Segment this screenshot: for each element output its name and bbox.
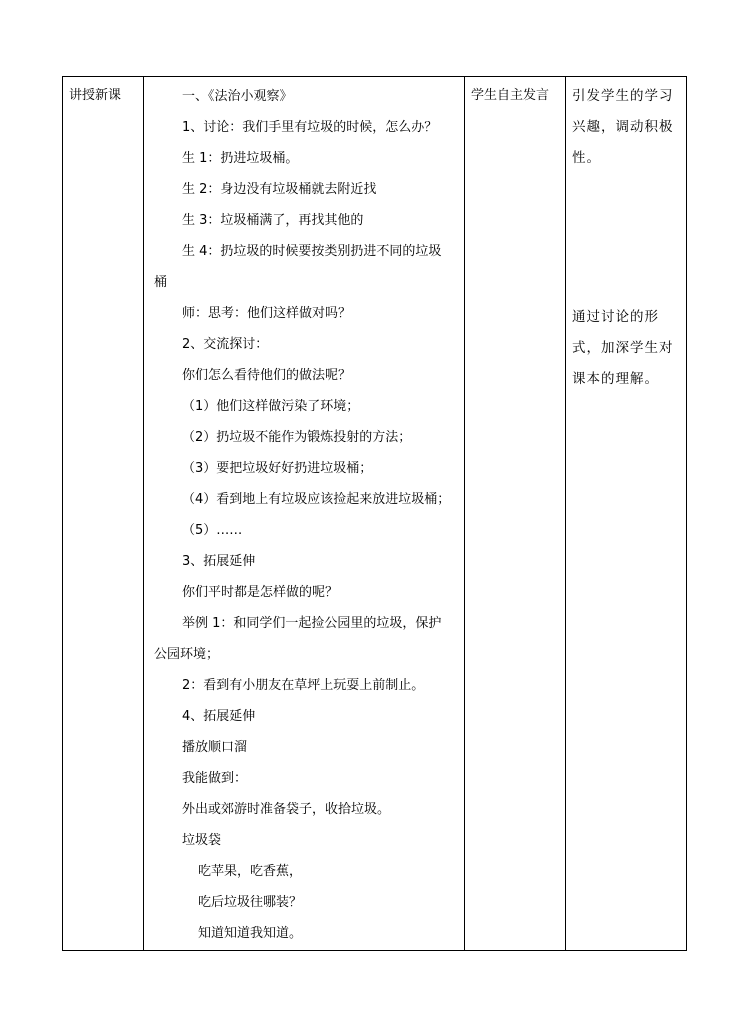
content-line: 播放顺口溜	[182, 740, 248, 755]
content-line: 1、讨论：我们手里有垃圾的时候，怎么办？	[182, 120, 438, 135]
content-line: （1）他们这样做污染了环境；	[182, 399, 360, 414]
section-label: 讲授新课	[69, 88, 122, 103]
content-line: （2）扔垃圾不能作为锻炼投射的方法；	[182, 430, 412, 445]
content-line: 吃后垃圾往哪装？	[198, 895, 303, 910]
design-intent-2: 通过讨论的形式，加深学生对课本的理解。	[572, 309, 674, 387]
section-label-cell	[63, 77, 144, 951]
teaching-content	[144, 77, 464, 949]
table-row	[63, 77, 687, 951]
content-line: 生 3：垃圾桶满了，再找其他的	[182, 213, 364, 228]
content-line: （5）……	[182, 523, 243, 538]
content-line: 2：看到有小朋友在草坪上玩耍上前制止。	[182, 678, 425, 693]
student-activity: 学生自主发言	[471, 88, 550, 103]
content-line: （4）看到地上有垃圾应该捡起来放进垃圾桶；	[182, 492, 451, 507]
content-line: 吃苹果，吃香蕉，	[198, 864, 303, 879]
content-line: 你们平时都是怎样做的呢？	[182, 585, 339, 600]
content-line: 师：思考：他们这样做对吗？	[182, 306, 352, 321]
content-line: 我能做到：	[182, 771, 248, 786]
content-line: 3、拓展延伸	[182, 554, 256, 569]
spacer	[566, 174, 686, 298]
content-line: （3）要把垃圾好好扔进垃圾桶；	[182, 461, 373, 476]
content-line: 4、拓展延伸	[182, 709, 256, 724]
content-line: 举例 1：和同学们一起捡公园里的垃圾，保护	[182, 616, 442, 631]
content-line: 外出或郊游时准备袋子，收拾垃圾。	[182, 802, 391, 817]
content-line: 你们怎么看待他们的做法呢？	[182, 368, 352, 383]
content-line: 知道知道我知道。	[198, 926, 303, 941]
content-line: 垃圾袋	[182, 833, 222, 848]
content-line: 2、交流探讨：	[182, 337, 269, 352]
design-intent-cell	[566, 77, 687, 951]
content-line: 公园环境；	[154, 647, 220, 662]
student-activity-cell	[465, 77, 566, 951]
content-line: 生 4：扔垃圾的时候要按类别扔进不同的垃圾	[182, 244, 442, 259]
content-line: 一、《法治小观察》	[182, 89, 293, 104]
content-line: 生 1：扔进垃圾桶。	[182, 151, 299, 166]
content-line: 桶	[154, 275, 168, 290]
lesson-plan-table	[62, 76, 687, 951]
teaching-content-cell	[144, 77, 465, 951]
content-line: 生 2：身边没有垃圾桶就去附近找	[182, 182, 377, 197]
design-intent-1: 引发学生的学习兴趣，调动积极性。	[572, 88, 674, 166]
